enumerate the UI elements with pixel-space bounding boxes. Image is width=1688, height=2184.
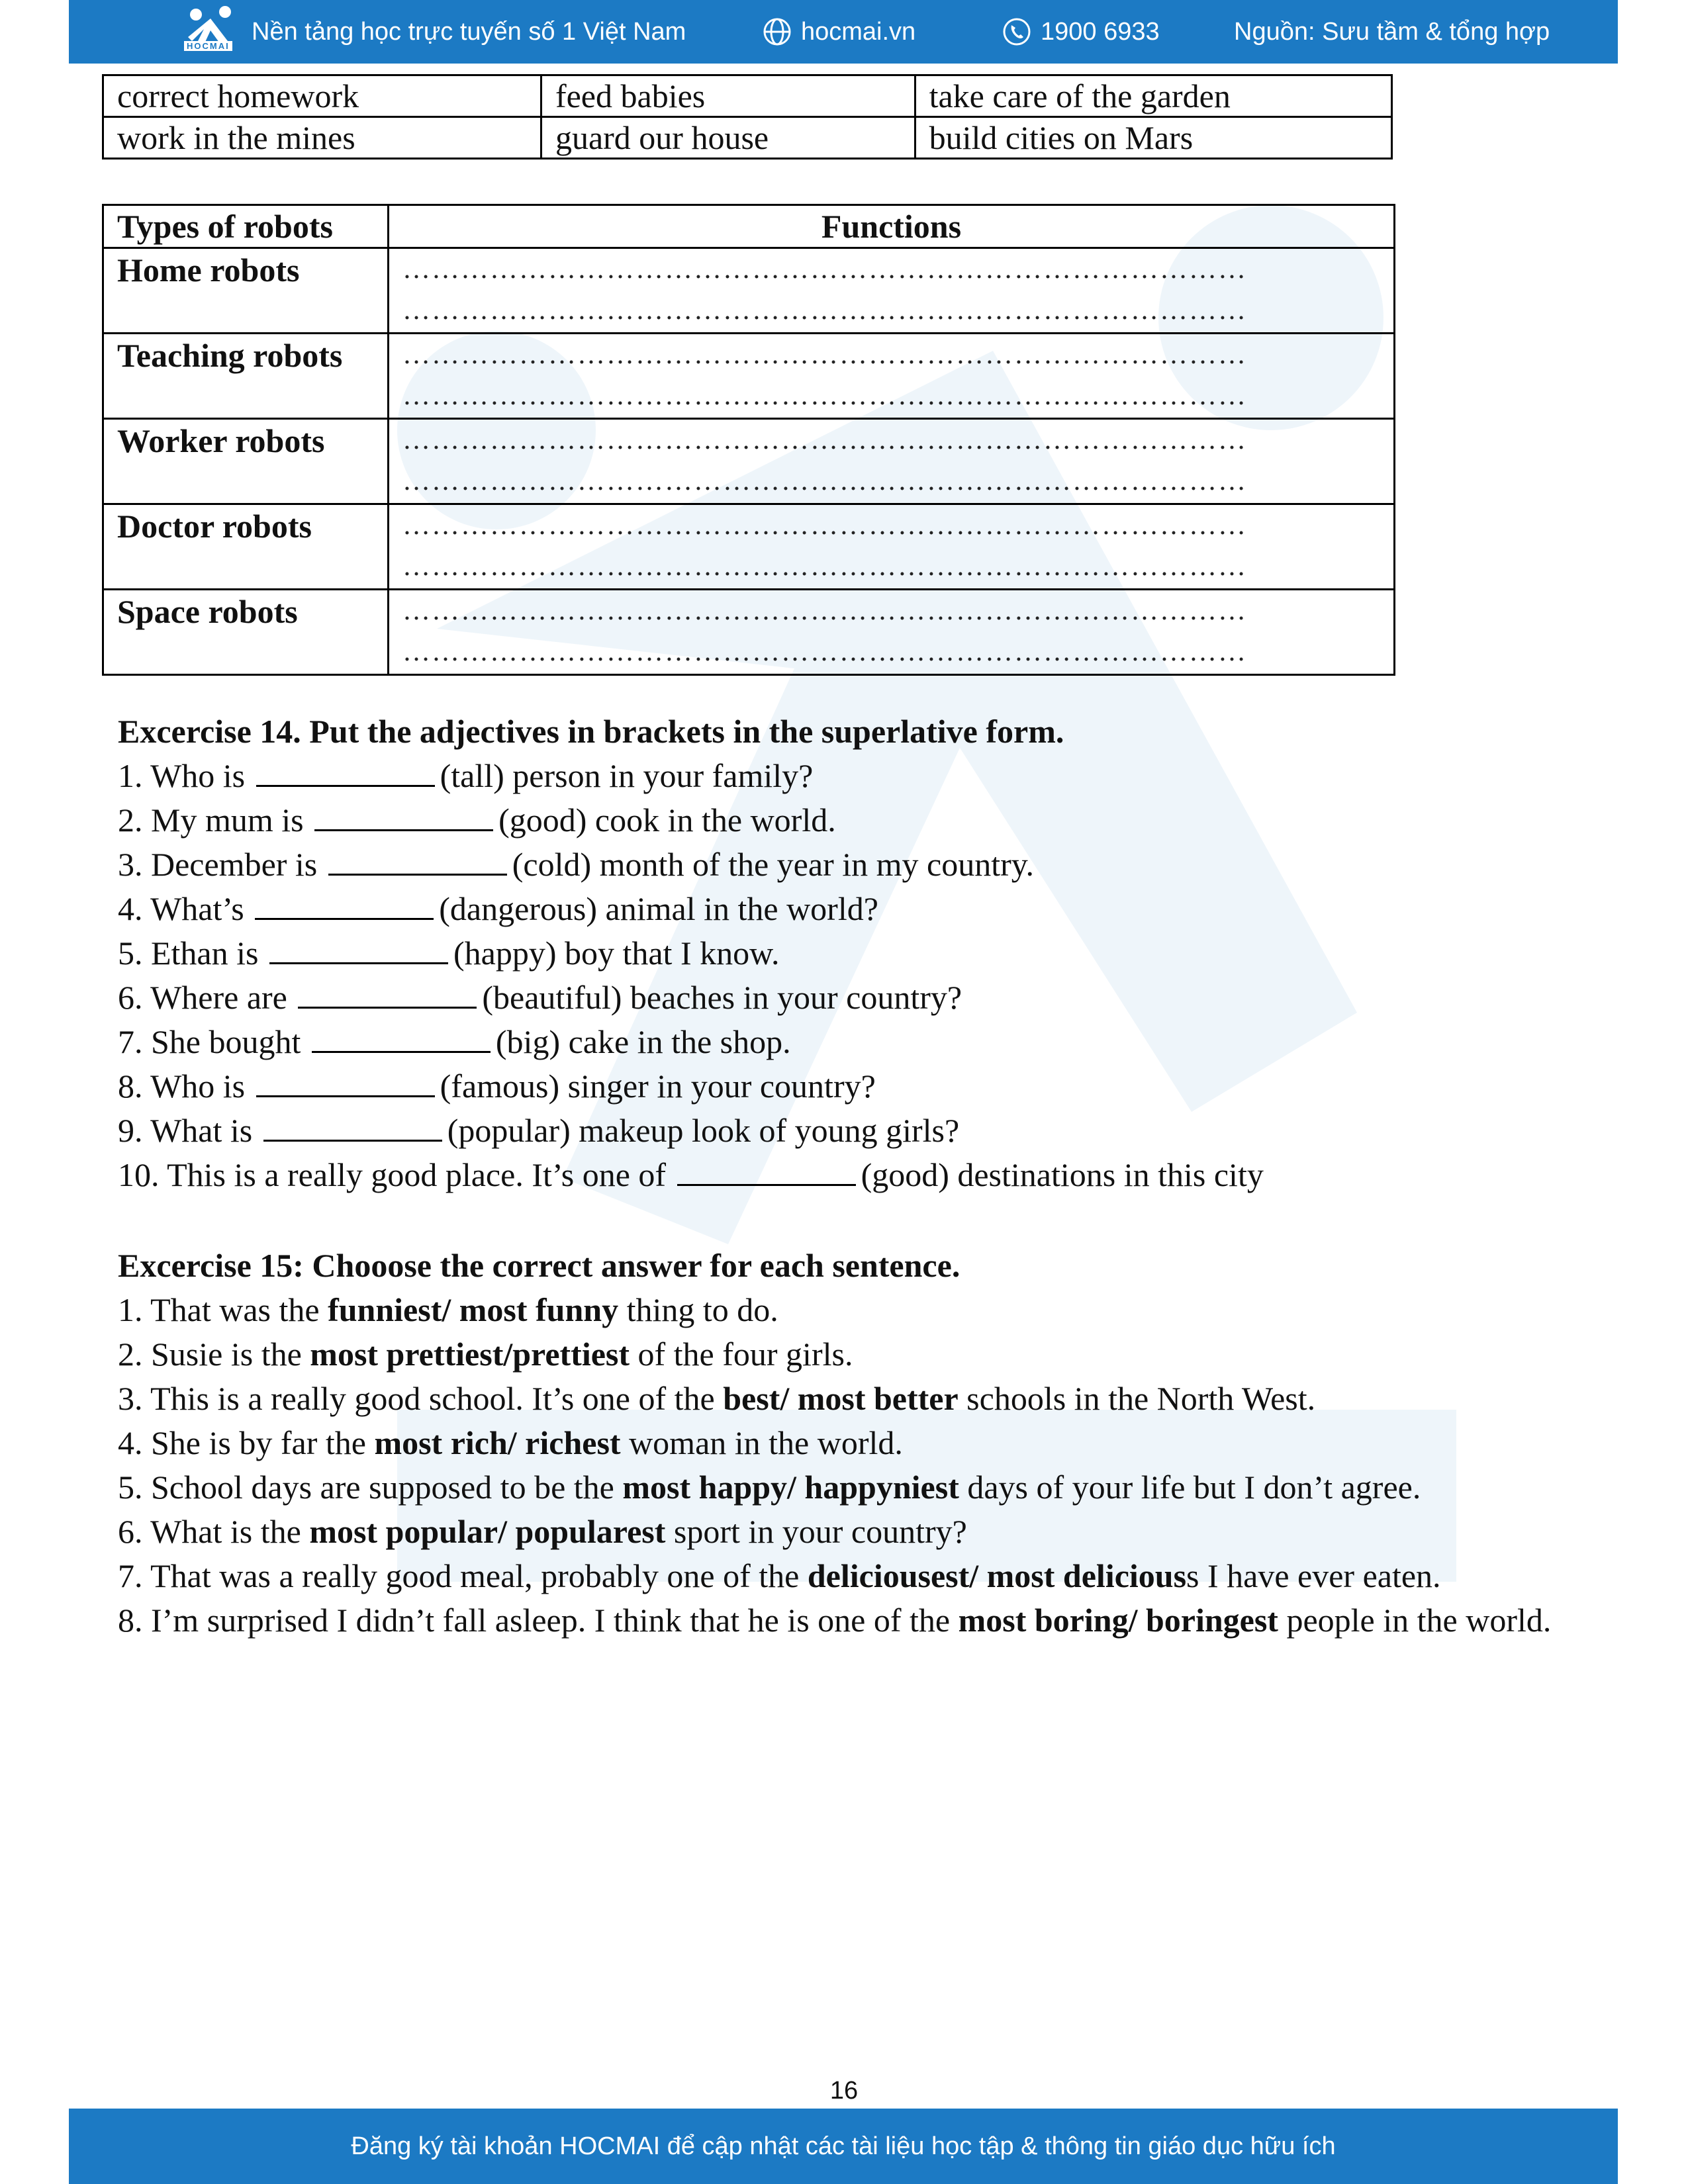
table-row bbox=[103, 75, 1392, 117]
dot-line: …………………………………………………………………………… bbox=[402, 254, 1247, 285]
robot-type: Teaching robots bbox=[103, 334, 389, 419]
phone-link[interactable] bbox=[1002, 0, 1160, 64]
exercise-item: 2. Susie is the most prettiest/prettiest of the four girls. bbox=[118, 1336, 853, 1373]
exercise-item: 4. She is by far the most rich/ richest woman in the world. bbox=[118, 1424, 903, 1461]
answer-blank[interactable] bbox=[298, 980, 477, 1009]
robot-type: Space robots bbox=[103, 590, 389, 675]
table-row bbox=[103, 334, 1395, 419]
function-answer-area[interactable] bbox=[389, 504, 1395, 590]
activities-table bbox=[102, 74, 1393, 159]
dot-line: …………………………………………………………………………… bbox=[402, 466, 1247, 496]
table-row bbox=[103, 590, 1395, 675]
globe-icon bbox=[763, 17, 792, 46]
answer-choices[interactable]: most popular/ popularest bbox=[309, 1513, 666, 1550]
table-header-row bbox=[103, 205, 1395, 248]
dot-line: …………………………………………………………………………… bbox=[402, 551, 1247, 582]
exercise-15 bbox=[118, 1244, 1594, 1643]
column-header-types: Types of robots bbox=[103, 205, 389, 248]
table-cell: feed babies bbox=[541, 75, 915, 117]
table-cell: work in the mines bbox=[103, 117, 541, 159]
answer-blank[interactable] bbox=[256, 1069, 435, 1097]
table-cell: correct homework bbox=[103, 75, 541, 117]
answer-choices[interactable]: most happy/ happyniest bbox=[622, 1469, 959, 1506]
dot-line: …………………………………………………………………………… bbox=[402, 637, 1247, 667]
exercise-item: 1. Who is (tall) person in your family? bbox=[118, 757, 814, 794]
robot-type: Doctor robots bbox=[103, 504, 389, 590]
table-row bbox=[103, 117, 1392, 159]
dot-line: …………………………………………………………………………… bbox=[402, 425, 1247, 455]
answer-choices[interactable]: most prettiest/prettiest bbox=[310, 1336, 630, 1373]
answer-blank[interactable] bbox=[328, 847, 507, 876]
dot-line: …………………………………………………………………………… bbox=[402, 596, 1247, 626]
answer-blank[interactable] bbox=[256, 758, 435, 787]
exercise-item: 3. December is (cold) month of the year in my country. bbox=[118, 846, 1034, 883]
page-number: 16 bbox=[829, 2077, 859, 2105]
dot-line: …………………………………………………………………………… bbox=[402, 381, 1247, 411]
table-row bbox=[103, 504, 1395, 590]
slogan: Nền tảng học trực tuyến số 1 Việt Nam bbox=[252, 17, 686, 46]
answer-blank[interactable] bbox=[312, 1024, 491, 1053]
answer-choices[interactable]: funniest/ most funny bbox=[328, 1291, 619, 1328]
footer-text: Đăng ký tài khoản HOCMAI để cập nhật các tài liệu học tập & thông tin giáo dục hữu ích bbox=[351, 2132, 1336, 2160]
answer-blank[interactable] bbox=[263, 1113, 442, 1142]
exercise-item: 1. That was the funniest/ most funny thing to do. bbox=[118, 1291, 778, 1328]
robot-type: Worker robots bbox=[103, 419, 389, 504]
answer-choices[interactable]: most rich/ richest bbox=[374, 1424, 621, 1461]
function-answer-area[interactable] bbox=[389, 419, 1395, 504]
function-answer-area[interactable] bbox=[389, 248, 1395, 334]
answer-blank[interactable] bbox=[269, 936, 448, 964]
table-cell: guard our house bbox=[541, 117, 915, 159]
function-answer-area[interactable] bbox=[389, 334, 1395, 419]
column-header-functions: Functions bbox=[389, 205, 1395, 248]
answer-blank[interactable] bbox=[314, 803, 493, 831]
exercise-item: 6. What is the most popular/ popularest sport in your country? bbox=[118, 1513, 967, 1550]
exercise-item: 10. This is a really good place. It’s one of (good) destinations in this city bbox=[118, 1156, 1264, 1193]
exercise-item: 7. That was a really good meal, probably one of the deliciousest/ most deliciouss I have ever eaten. bbox=[118, 1557, 1441, 1594]
answer-blank[interactable] bbox=[677, 1158, 856, 1186]
dot-line: …………………………………………………………………………… bbox=[402, 510, 1247, 541]
header-bar bbox=[69, 0, 1618, 64]
robots-table bbox=[102, 204, 1395, 676]
exercise-item: 7. She bought (big) cake in the shop. bbox=[118, 1023, 791, 1060]
exercise-item: 5. Ethan is (happy) boy that I know. bbox=[118, 934, 780, 972]
robot-type: Home robots bbox=[103, 248, 389, 334]
exercise-item: 3. This is a really good school. It’s one of the best/ most better schools in the North West. bbox=[118, 1380, 1316, 1417]
exercise-item: 8. Who is (famous) singer in your country? bbox=[118, 1068, 876, 1105]
answer-choices[interactable]: deliciousest/ most delicious bbox=[807, 1557, 1187, 1594]
answer-choices[interactable]: most boring/ boringest bbox=[958, 1602, 1278, 1639]
exercise-item: 9. What is (popular) makeup look of young girls? bbox=[118, 1112, 960, 1149]
dot-line: …………………………………………………………………………… bbox=[402, 295, 1247, 326]
table-cell: take care of the garden bbox=[915, 75, 1391, 117]
exercise-item: 5. School days are supposed to be the most happy/ happyniest days of your life but I don’t agree. bbox=[118, 1469, 1421, 1506]
answer-choices[interactable]: best/ most better bbox=[723, 1380, 959, 1417]
exercise-item: 4. What’s (dangerous) animal in the world? bbox=[118, 890, 878, 927]
website-text: hocmai.vn bbox=[801, 17, 916, 46]
source-text: Nguồn: Sưu tầm & tổng hợp bbox=[1234, 17, 1550, 46]
exercise-14 bbox=[118, 709, 1594, 1197]
footer-bar[interactable] bbox=[69, 2109, 1618, 2184]
table-row bbox=[103, 419, 1395, 504]
exercise-item: 8. I’m surprised I didn’t fall asleep. I think that he is one of the most boring/ boringest people in the world. bbox=[118, 1602, 1552, 1639]
exercise-item: 2. My mum is (good) cook in the world. bbox=[118, 801, 836, 839]
dot-line: …………………………………………………………………………… bbox=[402, 340, 1247, 370]
answer-blank[interactable] bbox=[255, 891, 434, 920]
phone-icon bbox=[1002, 17, 1031, 46]
table-cell: build cities on Mars bbox=[915, 117, 1391, 159]
website-link[interactable] bbox=[763, 0, 915, 64]
exercise-title: Excercise 14. Put the adjectives in brackets in the superlative form. bbox=[118, 713, 1064, 750]
phone-text: 1900 6933 bbox=[1041, 17, 1160, 46]
exercise-title: Excercise 15: Chooose the correct answer for each sentence. bbox=[118, 1247, 961, 1284]
table-row bbox=[103, 248, 1395, 334]
exercise-item: 6. Where are (beautiful) beaches in your country? bbox=[118, 979, 962, 1016]
logo-text: HOCMAI bbox=[184, 41, 232, 51]
function-answer-area[interactable] bbox=[389, 590, 1395, 675]
